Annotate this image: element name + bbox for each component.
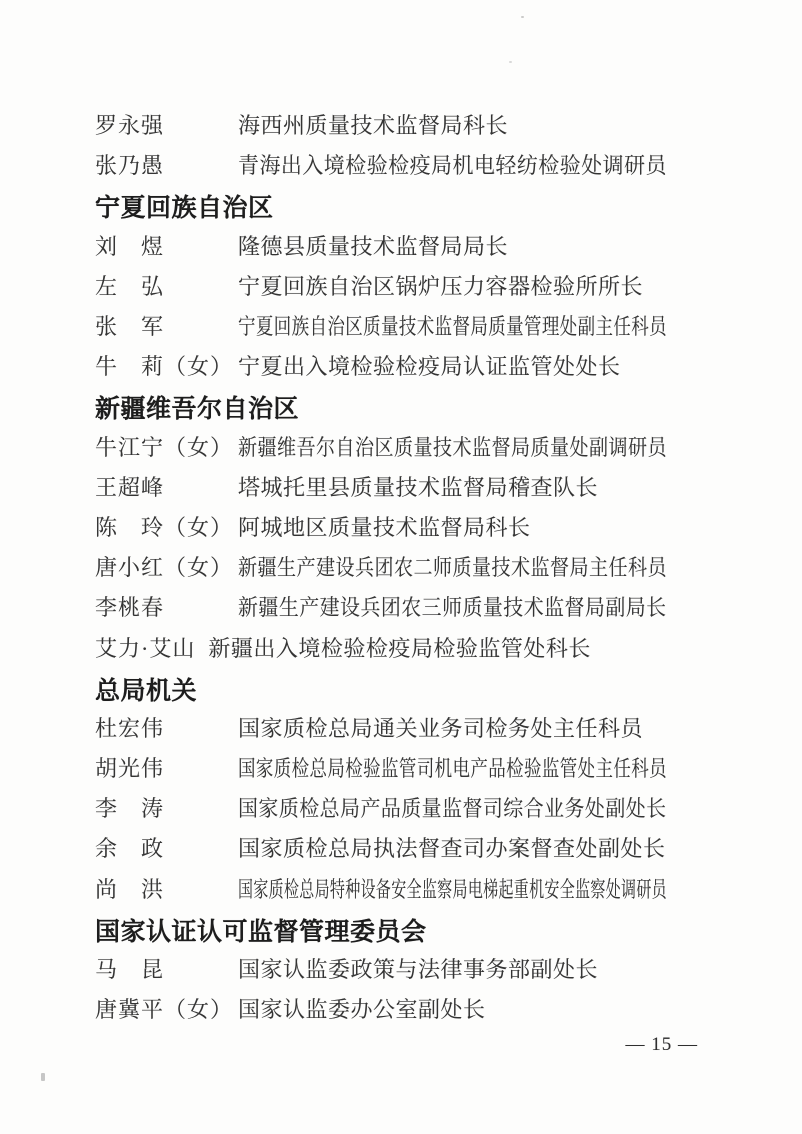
table-row — [95, 267, 667, 307]
person-title-cell — [238, 715, 667, 741]
roster — [95, 106, 667, 1030]
table-row — [95, 628, 667, 668]
person-name: 唐小红（女） — [95, 555, 234, 581]
person-name: 李桃春 — [95, 595, 165, 621]
scan-speck — [521, 16, 524, 18]
person-name: 杜宏伟 — [95, 715, 165, 741]
section-heading: 总局机关 — [95, 676, 198, 705]
person-title: 国家认监委办公室副处长 — [238, 997, 486, 1023]
table-row — [95, 709, 667, 749]
scan-speck — [41, 1073, 45, 1081]
person-title: 宁夏回族自治区质量技术监督局质量管理处副主任科员 — [238, 314, 668, 340]
person-title: 宁夏回族自治区锅炉压力容器检验所所长 — [238, 273, 644, 299]
roster-section — [95, 910, 667, 1031]
person-name: 余 政 — [95, 836, 165, 862]
table-row — [95, 428, 667, 468]
person-title-cell — [208, 635, 667, 661]
person-title-cell — [238, 316, 667, 338]
person-name: 牛 莉（女） — [95, 354, 234, 380]
person-title: 宁夏出入境检验检疫局认证监管处处长 — [238, 354, 621, 380]
person-name: 左 弘 — [95, 273, 165, 299]
person-title-cell — [238, 999, 667, 1021]
person-title-cell — [238, 155, 667, 177]
person-title: 国家质检总局通关业务司检务处主任科员 — [238, 715, 644, 741]
table-row — [95, 588, 667, 628]
roster-section — [95, 186, 667, 387]
person-title-cell — [238, 115, 667, 137]
roster-section — [95, 387, 667, 668]
person-title-cell — [238, 514, 667, 540]
section-heading: 新疆维吾尔自治区 — [95, 395, 300, 424]
table-row — [95, 468, 667, 508]
person-title: 新疆生产建设兵团农三师质量技术监督局副局长 — [238, 595, 667, 621]
person-name: 马 昆 — [95, 957, 165, 983]
table-row — [95, 829, 667, 869]
person-name: 艾力·艾山 — [95, 635, 196, 661]
person-title-cell — [238, 959, 667, 981]
table-row — [95, 106, 667, 146]
table-row — [95, 347, 667, 387]
person-title: 新疆维吾尔自治区质量技术监督局质量处副调研员 — [238, 434, 668, 460]
person-title-cell — [238, 838, 667, 860]
person-name: 牛江宁（女） — [95, 434, 234, 460]
person-title-cell — [238, 557, 667, 579]
section-heading: 宁夏回族自治区 — [95, 194, 274, 223]
person-name: 胡光伟 — [95, 756, 165, 782]
person-title: 国家质检总局检验监管司机电产品检验监管处主任科员 — [238, 756, 668, 782]
table-row — [95, 950, 667, 990]
table-row — [95, 990, 667, 1030]
table-row — [95, 227, 667, 267]
person-name: 陈 玲（女） — [95, 514, 234, 540]
person-title-cell — [238, 434, 668, 460]
scan-speck — [509, 61, 512, 63]
person-title: 新疆出入境检验检疫局检验监管处科长 — [208, 635, 591, 661]
roster-section — [95, 106, 667, 186]
person-title-cell — [238, 597, 667, 619]
person-name: 罗永强 — [95, 113, 165, 139]
person-title-cell — [238, 273, 667, 299]
table-row — [95, 789, 667, 829]
person-title: 国家质检总局产品质量监督司综合业务处副处长 — [238, 796, 667, 822]
person-name: 张乃愚 — [95, 153, 165, 179]
person-name: 李 涛 — [95, 796, 165, 822]
table-row — [95, 870, 667, 910]
person-title: 阿城地区质量技术监督局科长 — [238, 514, 531, 540]
person-title: 青海出入境检验检疫局机电轻纺检验处调研员 — [238, 153, 668, 179]
table-row — [95, 548, 667, 588]
person-name: 刘 煜 — [95, 233, 165, 259]
person-name: 张 军 — [95, 314, 165, 340]
person-name: 唐冀平（女） — [95, 997, 234, 1023]
table-row — [95, 146, 667, 186]
person-title: 隆德县质量技术监督局局长 — [238, 233, 509, 259]
person-title-cell — [238, 876, 668, 902]
person-title-cell — [238, 233, 667, 259]
person-title: 国家质检总局执法督查司办案督查处副处长 — [238, 836, 666, 862]
person-title-cell — [238, 758, 667, 780]
person-title: 国家认监委政策与法律事务部副处长 — [238, 957, 599, 983]
section-heading: 国家认证认可监督管理委员会 — [95, 917, 427, 946]
person-title: 新疆生产建设兵团农二师质量技术监督局主任科员 — [238, 555, 668, 581]
person-name: 尚 洪 — [95, 876, 165, 902]
person-name: 王超峰 — [95, 474, 165, 500]
person-title: 国家质检总局特种设备安全监察局电梯起重机安全监察处调研员 — [238, 876, 668, 902]
person-title: 海西州质量技术监督局科长 — [238, 113, 509, 139]
roster-section — [95, 669, 667, 910]
table-row — [95, 307, 667, 347]
person-title-cell — [238, 356, 667, 378]
person-title-cell — [238, 798, 667, 820]
table-row — [95, 749, 667, 789]
table-row — [95, 508, 667, 548]
page-number: — 15 — — [625, 1034, 698, 1055]
person-title-cell — [238, 474, 667, 500]
person-title: 塔城托里县质量技术监督局稽查队长 — [238, 474, 599, 500]
